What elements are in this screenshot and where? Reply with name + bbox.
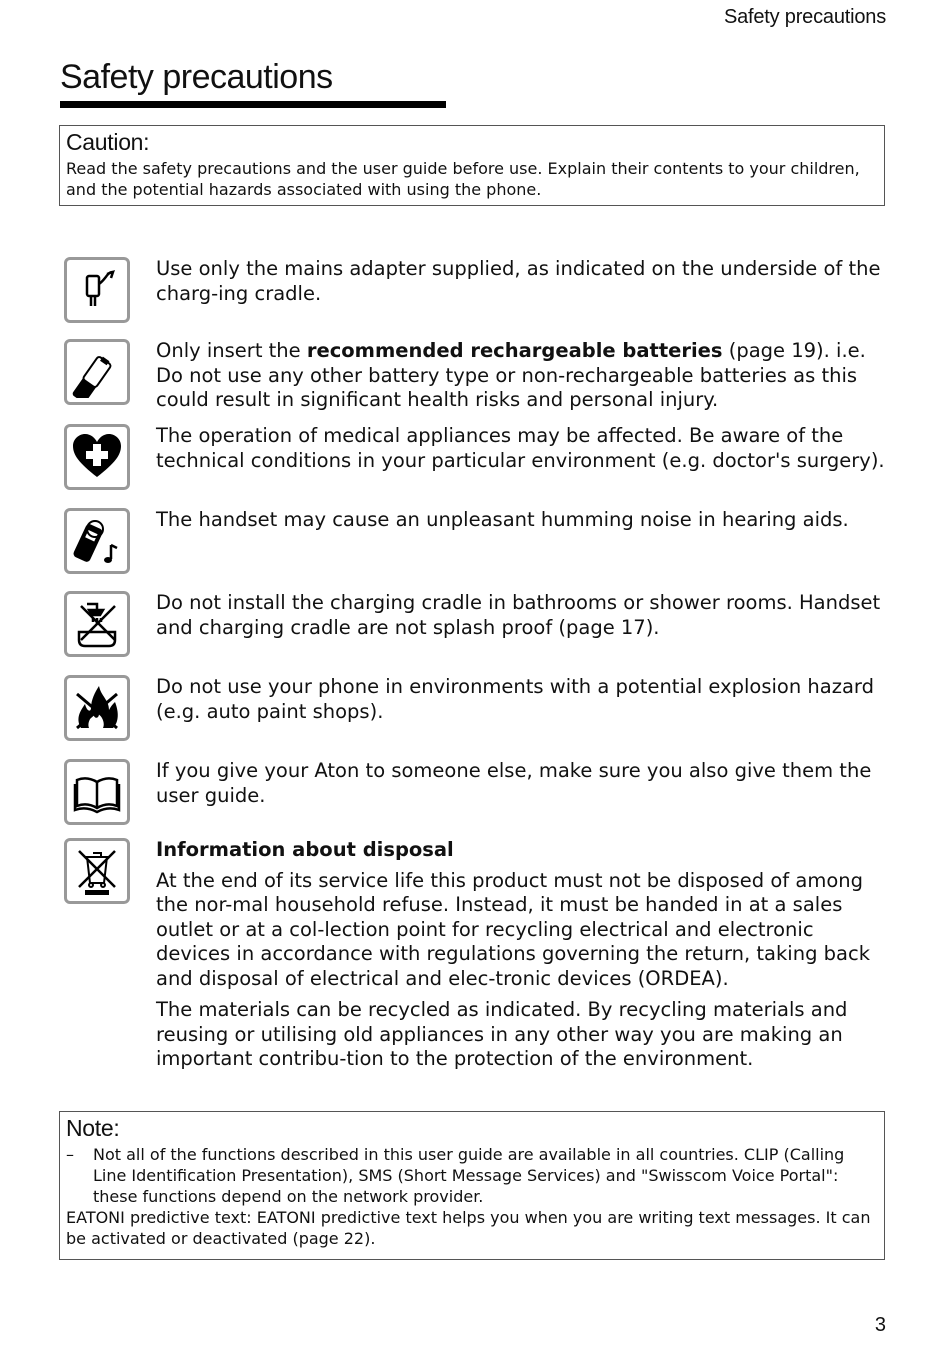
- item-text: Do not use your phone in environments with a potential explosion hazard (e.g. auto paint shops).: [156, 675, 874, 723]
- crossed-bin-icon: [64, 838, 130, 904]
- list-dash: –: [66, 1145, 74, 1164]
- item-text-start: Only insert the: [156, 339, 307, 362]
- item-text: Do not install the charging cradle in bathrooms or shower rooms. Handset and charging cradle are not splash proof (page 17).: [156, 591, 881, 639]
- user-guide-book-icon: [64, 759, 130, 825]
- caution-box: [59, 125, 885, 206]
- title-underline: [60, 101, 446, 108]
- battery-icon: [64, 339, 130, 405]
- hearing-aid-handset-icon: [64, 508, 130, 574]
- caution-text: Read the safety precautions and the user guide before use. Explain their contents to your children, and the potential hazards associated with using the phone.: [66, 159, 860, 199]
- page-title: Safety precautions: [60, 58, 333, 96]
- item-text: The operation of medical appliances may be affected. Be aware of the technical conditions in your particular environment (e.g. doctor's surgery).: [156, 424, 885, 472]
- disposal-paragraph: At the end of its service life this product must not be disposed of among the nor-mal household refuse. Instead, it must be handed in at a sales outlet or at a col-lection point for recycling electrical and electronic devices in accordance with regulations governing the return, taking back and disposal of electrical and elec-tronic devices (ORDEA).: [156, 868, 870, 990]
- item-text-end: (page 19). i.e. Do not use any other battery type or non-rechargeable batteries as this could result in significant health risks and personal injury.: [156, 339, 866, 411]
- item-text: [156, 339, 888, 413]
- caution-title: Caution:: [66, 129, 150, 155]
- recycling-paragraph: The materials can be recycled as indicated. By recycling materials and reusing or utilising old appliances in any other way you are making an important contribu-tion to the protection of the environment.: [156, 998, 848, 1070]
- item-text: If you give your Aton to someone else, make sure you also give them the user guide.: [156, 759, 872, 807]
- note-box: [59, 1111, 885, 1260]
- mains-adapter-icon: [64, 257, 130, 323]
- note-bullet-text: Not all of the functions described in this user guide are available in all countries. CLIP (Calling Line Identification Presentation), SMS (Short Message Services) and "Swisscom Voice Portal": these functions depend on the network provider.: [93, 1145, 845, 1206]
- note-list-item: [66, 1144, 878, 1207]
- item-text: The handset may cause an unpleasant humming noise in hearing aids.: [156, 508, 849, 531]
- running-header: Safety precautions: [723, 6, 886, 28]
- explosion-hazard-icon: [64, 675, 130, 741]
- disposal-heading: Information about disposal: [156, 838, 454, 861]
- page-number: 3: [874, 1314, 886, 1336]
- medical-heart-icon: [64, 424, 130, 490]
- note-text: EATONI predictive text: EATONI predictive text helps you when you are writing text messages. It can be activated or deactivated (page 22).: [66, 1208, 871, 1248]
- note-title: Note:: [66, 1115, 120, 1141]
- item-text: Use only the mains adapter supplied, as indicated on the underside of the charg-ing cradle.: [156, 257, 881, 305]
- item-text-emphasis: recommended rechargeable batteries: [306, 339, 723, 362]
- no-shower-icon: [64, 591, 130, 657]
